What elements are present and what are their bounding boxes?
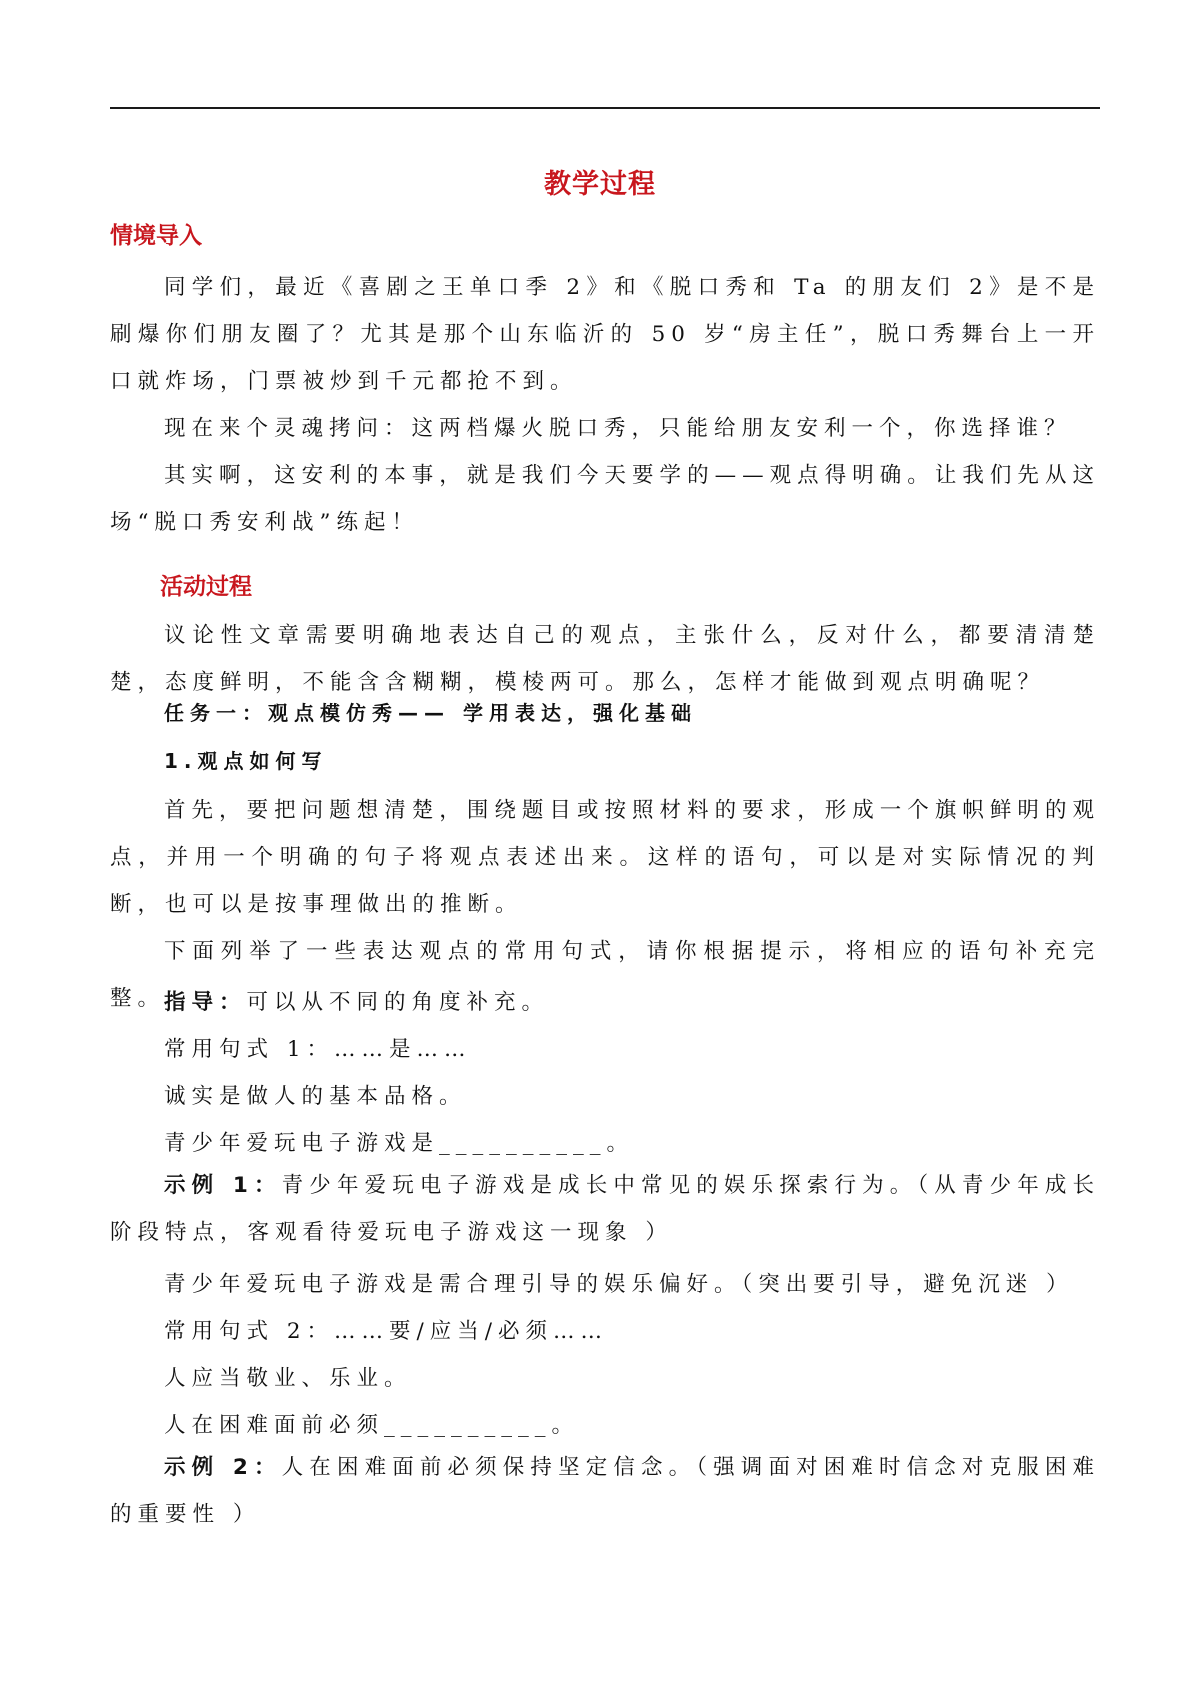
- sample-1-alternative: 青少年爱玩电子游戏是需合理引导的娱乐偏好。（突出要引导，避免沉迷 ）: [164, 1272, 1074, 1297]
- intro-paragraph-3: 其实啊，这安利的本事，就是我们今天要学的——观点得明确。让我们先从这场“脱口秀安利战”练起！: [110, 463, 1100, 535]
- subsection-heading: 1.观点如何写: [164, 749, 328, 773]
- sample-2-text: 人在困难面前必须保持坚定信念。（强调面对困难时信念对克服困难的重要性 ）: [110, 1455, 1100, 1527]
- guide-text: 可以从不同的角度补充。: [246, 990, 550, 1015]
- guide-line: [164, 985, 549, 1016]
- page-title: 教学过程: [544, 169, 656, 200]
- pattern-2: 常用句式 2：……要/应当/必须……: [164, 1319, 609, 1344]
- example-2-blank: 人在困难面前必须__________。: [164, 1413, 580, 1438]
- activity-paragraph-1: 议论性文章需要明确地表达自己的观点，主张什么，反对什么，都要清清楚楚，态度鲜明，不能含含糊糊，模棱两可。那么，怎样才能做到观点明确呢？: [110, 623, 1100, 695]
- intro-paragraph-2: 现在来个灵魂拷问：这两档爆火脱口秀，只能给朋友安利一个，你选择谁？: [164, 416, 1072, 441]
- activity-paragraph-2: 首先，要把问题想清楚，围绕题目或按照材料的要求，形成一个旗帜鲜明的观点，并用一个明确的句子将观点表述出来。这样的语句，可以是对实际情况的判断，也可以是按事理做出的推断。: [110, 798, 1100, 917]
- section-heading-activity: 活动过程: [160, 574, 252, 600]
- sample-2: [110, 1444, 1100, 1538]
- header-rule: [110, 107, 1100, 109]
- intro-paragraph-1: 同学们，最近《喜剧之王单口季 2》和《脱口秀和 Ta 的朋友们 2》是不是刷爆你们朋友圈了？尤其是那个山东临沂的 50 岁“房主任”，脱口秀舞台上一开口就炸场，门票被炒到千元都抢不到。: [110, 275, 1100, 394]
- example-1-blank: 青少年爱玩电子游戏是__________。: [164, 1131, 635, 1156]
- sample-1-text: 青少年爱玩电子游戏是成长中常见的娱乐探索行为。（从青少年成长阶段特点，客观看待爱玩电子游戏这一现象 ）: [110, 1173, 1100, 1245]
- section-heading-intro: 情境导入: [110, 223, 202, 249]
- sample-1-label: 示例 1：: [164, 1173, 282, 1198]
- sample-2-label: 示例 2：: [164, 1455, 282, 1480]
- sample-1: [110, 1162, 1100, 1256]
- activity-paragraph-3: 下面列举了一些表达观点的常用句式，请你根据提示，将相应的语句补充完整。: [110, 939, 1100, 1011]
- task-heading: 任务一：观点模仿秀—— 学用表达，强化基础: [164, 701, 697, 725]
- pattern-1: 常用句式 1：……是……: [164, 1037, 472, 1062]
- example-1-given: 诚实是做人的基本品格。: [164, 1084, 467, 1109]
- example-2-given: 人应当敬业、乐业。: [164, 1366, 412, 1391]
- guide-label: 指导：: [164, 990, 247, 1015]
